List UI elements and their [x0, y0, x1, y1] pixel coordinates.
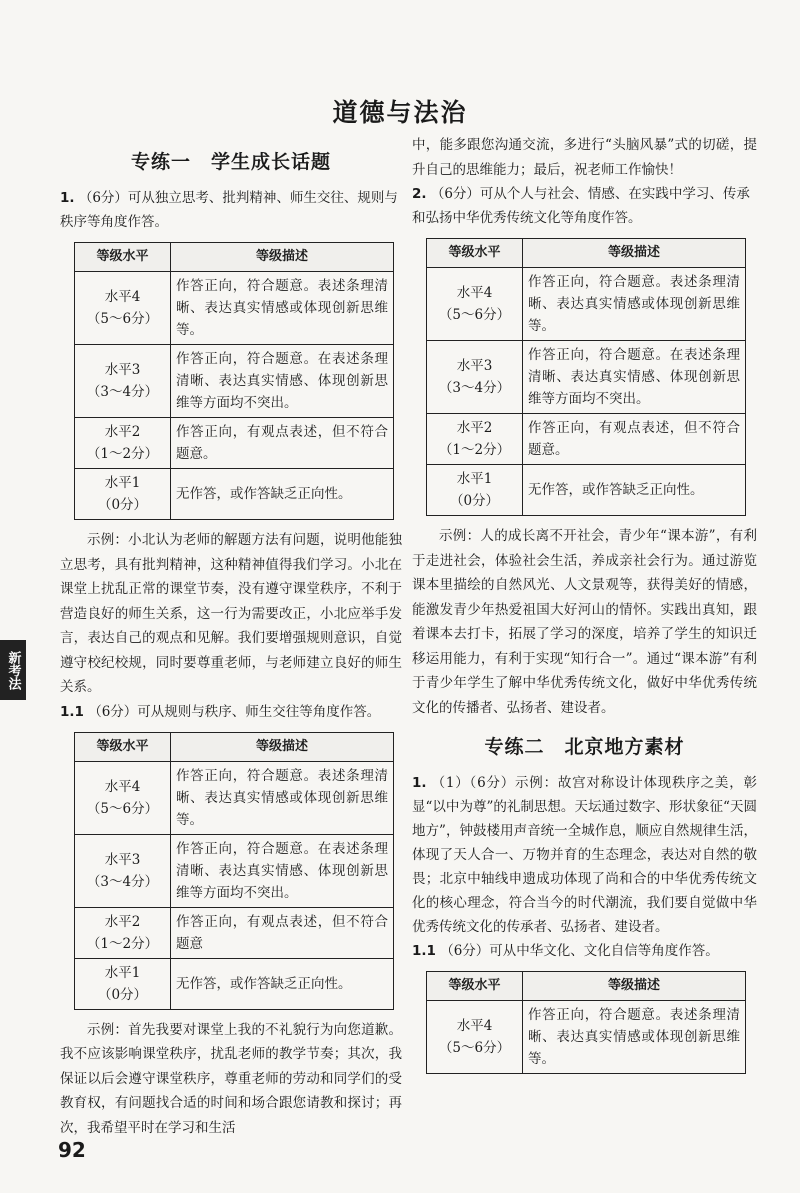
header-desc: 等级描述 [171, 732, 394, 761]
desc-cell: 无作答，或作答缺乏正向性。 [171, 958, 394, 1009]
level-cell: 水平2 （1～2分） [427, 414, 523, 465]
table-row [75, 469, 394, 520]
level-cell: 水平4 （5～6分） [75, 761, 171, 834]
question-1-beijing [412, 771, 757, 939]
question-text: （6分）可从中华文化、文化自信等角度作答。 [440, 943, 719, 959]
question-text: （6分）可从独立思考、批判精神、师生交往、规则与秩序等角度作答。 [60, 190, 398, 230]
example-paragraph-1: 示例：小北认为老师的解题方法有问题，说明他能独立思考，具有批判精神，这种精神值得我们学习。小北在课堂上扰乱正常的课堂节奏，没有遵守课堂秩序，不利于营造良好的师生关系，这一行为需要改正，小北应举手发言，表达自己的观点和见解。我们要增强规则意识，自觉遵守校纪校规，同时要尊重老师，与老师建立良好的师生关系。 [60, 532, 402, 695]
question-text: （6分）可从规则与秩序、师生交往等角度作答。 [88, 703, 381, 720]
grading-table-3 [426, 238, 746, 516]
table-row [427, 414, 746, 465]
page-number: 92 [58, 1138, 86, 1162]
level-cell: 水平3 （3～4分） [75, 345, 171, 418]
table-row [75, 958, 394, 1009]
question-1-1-beijing [412, 939, 757, 963]
question-number: 1.1 [60, 703, 84, 720]
level-cell: 水平3 （3～4分） [427, 341, 523, 414]
desc-cell: 作答正向，符合题意。表述条理清晰、表达真实情感或体现创新思维等。 [523, 268, 746, 341]
grading-table-2 [74, 732, 394, 1010]
header-desc: 等级描述 [171, 243, 394, 272]
desc-cell: 作答正向，符合题意。表述条理清晰、表达真实情感或体现创新思维等。 [171, 272, 394, 345]
table-row [427, 341, 746, 414]
header-desc: 等级描述 [523, 972, 746, 1001]
section-title-2: 专练二 北京地方素材 [484, 736, 685, 758]
table-row [75, 834, 394, 907]
header-level: 等级水平 [427, 239, 523, 268]
desc-cell: 无作答，或作答缺乏正向性。 [523, 465, 746, 516]
table-row [75, 418, 394, 469]
desc-cell: 作答正向，符合题意。表述条理清晰、表达真实情感或体现创新思维等。 [523, 1001, 746, 1074]
desc-cell: 作答正向，符合题意。在表述条理清晰、表达真实情感、体现创新思维等方面均不突出。 [171, 345, 394, 418]
header-level: 等级水平 [75, 243, 171, 272]
table-row [427, 1001, 746, 1074]
level-cell: 水平2 （1～2分） [75, 907, 171, 958]
continued-paragraph: 中，能多跟您沟通交流，多进行“头脑风暴”式的切磋，提升自己的思维能力；最后，祝老师工作愉快！ [412, 137, 757, 178]
level-cell: 水平3 （3～4分） [75, 834, 171, 907]
question-text: （1）（6分）示例：故宫对称设计体现秩序之美，彰显“以中为尊”的礼制思想。天坛通过数字、形状象征“天圆地方”，钟鼓楼用声音统一全城作息，顺应自然规律生活，体现了天人合一、万物并育的生态理念，表达对自然的敬畏；北京中轴线申遗成功体现了尚和合的中华优秀传统文化的核心理念，符合当今的时代潮流，我们要自觉做中华优秀传统文化的传承者、弘扬者、建设者。 [412, 775, 757, 935]
desc-cell: 作答正向，符合题意。在表述条理清晰、表达真实情感、体现创新思维等方面均不突出。 [523, 341, 746, 414]
table-row [427, 268, 746, 341]
level-cell: 水平2 （1～2分） [75, 418, 171, 469]
example-paragraph-3: 示例：人的成长离不开社会，青少年“课本游”，有利于走进社会，体验社会生活，养成亲社会行为。通过游览课本里描绘的自然风光、人文景观等，获得美好的情感，能激发青少年热爱祖国大好河山的情怀。实践出真知，跟着课本去打卡，拓展了学习的深度，培养了学生的知识迁移运用能力，有利于实现“知行合一”。通过“课本游”有利于青少年学生了解中华优秀传统文化，做好中华优秀传统文化的传播者、弘扬者、建设者。 [412, 528, 757, 716]
question-number: 1. [60, 190, 75, 206]
right-column [412, 133, 757, 1082]
grading-table-4 [426, 971, 746, 1074]
side-tab: 新考法 [0, 640, 26, 700]
level-cell: 水平4 （5～6分） [427, 268, 523, 341]
header-level: 等级水平 [75, 732, 171, 761]
page-title: 道德与法治 [332, 98, 468, 127]
grading-table-1 [74, 242, 394, 520]
header-desc: 等级描述 [523, 239, 746, 268]
question-2 [412, 182, 757, 230]
level-cell: 水平4 （5～6分） [75, 272, 171, 345]
question-number: 1.1 [412, 943, 436, 959]
level-cell: 水平4 （5～6分） [427, 1001, 523, 1074]
left-column [60, 145, 402, 1140]
table-row [75, 272, 394, 345]
example-paragraph-2: 示例：首先我要对课堂上我的不礼貌行为向您道歉。我不应该影响课堂秩序，扰乱老师的教学节奏；其次，我保证以后会遵守课堂秩序，尊重老师的劳动和同学们的受教育权，有问题找合适的时间和场合跟您请教和探讨；再次，我希望平时在学习和生活 [60, 1021, 402, 1136]
header-level: 等级水平 [427, 972, 523, 1001]
table-row [75, 761, 394, 834]
level-cell: 水平1 （0分） [427, 465, 523, 516]
level-cell: 水平1 （0分） [75, 958, 171, 1009]
desc-cell: 作答正向，有观点表述，但不符合题意 [171, 907, 394, 958]
question-number: 1. [412, 775, 427, 791]
level-cell: 水平1 （0分） [75, 469, 171, 520]
desc-cell: 作答正向，有观点表述，但不符合题意。 [523, 414, 746, 465]
question-1-1 [60, 700, 402, 724]
desc-cell: 作答正向，有观点表述，但不符合题意。 [171, 418, 394, 469]
table-row [427, 465, 746, 516]
question-text: （6分）可从个人与社会、情感、在实践中学习、传承和弘扬中华优秀传统文化等角度作答。 [412, 186, 750, 226]
desc-cell: 作答正向，符合题意。表述条理清晰、表达真实情感或体现创新思维等。 [171, 761, 394, 834]
desc-cell: 作答正向，符合题意。在表述条理清晰、表达真实情感、体现创新思维等方面均不突出。 [171, 834, 394, 907]
table-row [75, 907, 394, 958]
desc-cell: 无作答，或作答缺乏正向性。 [171, 469, 394, 520]
section-title-1: 专练一 学生成长话题 [130, 151, 331, 173]
question-1 [60, 186, 402, 234]
question-number: 2. [412, 186, 427, 202]
table-row [75, 345, 394, 418]
